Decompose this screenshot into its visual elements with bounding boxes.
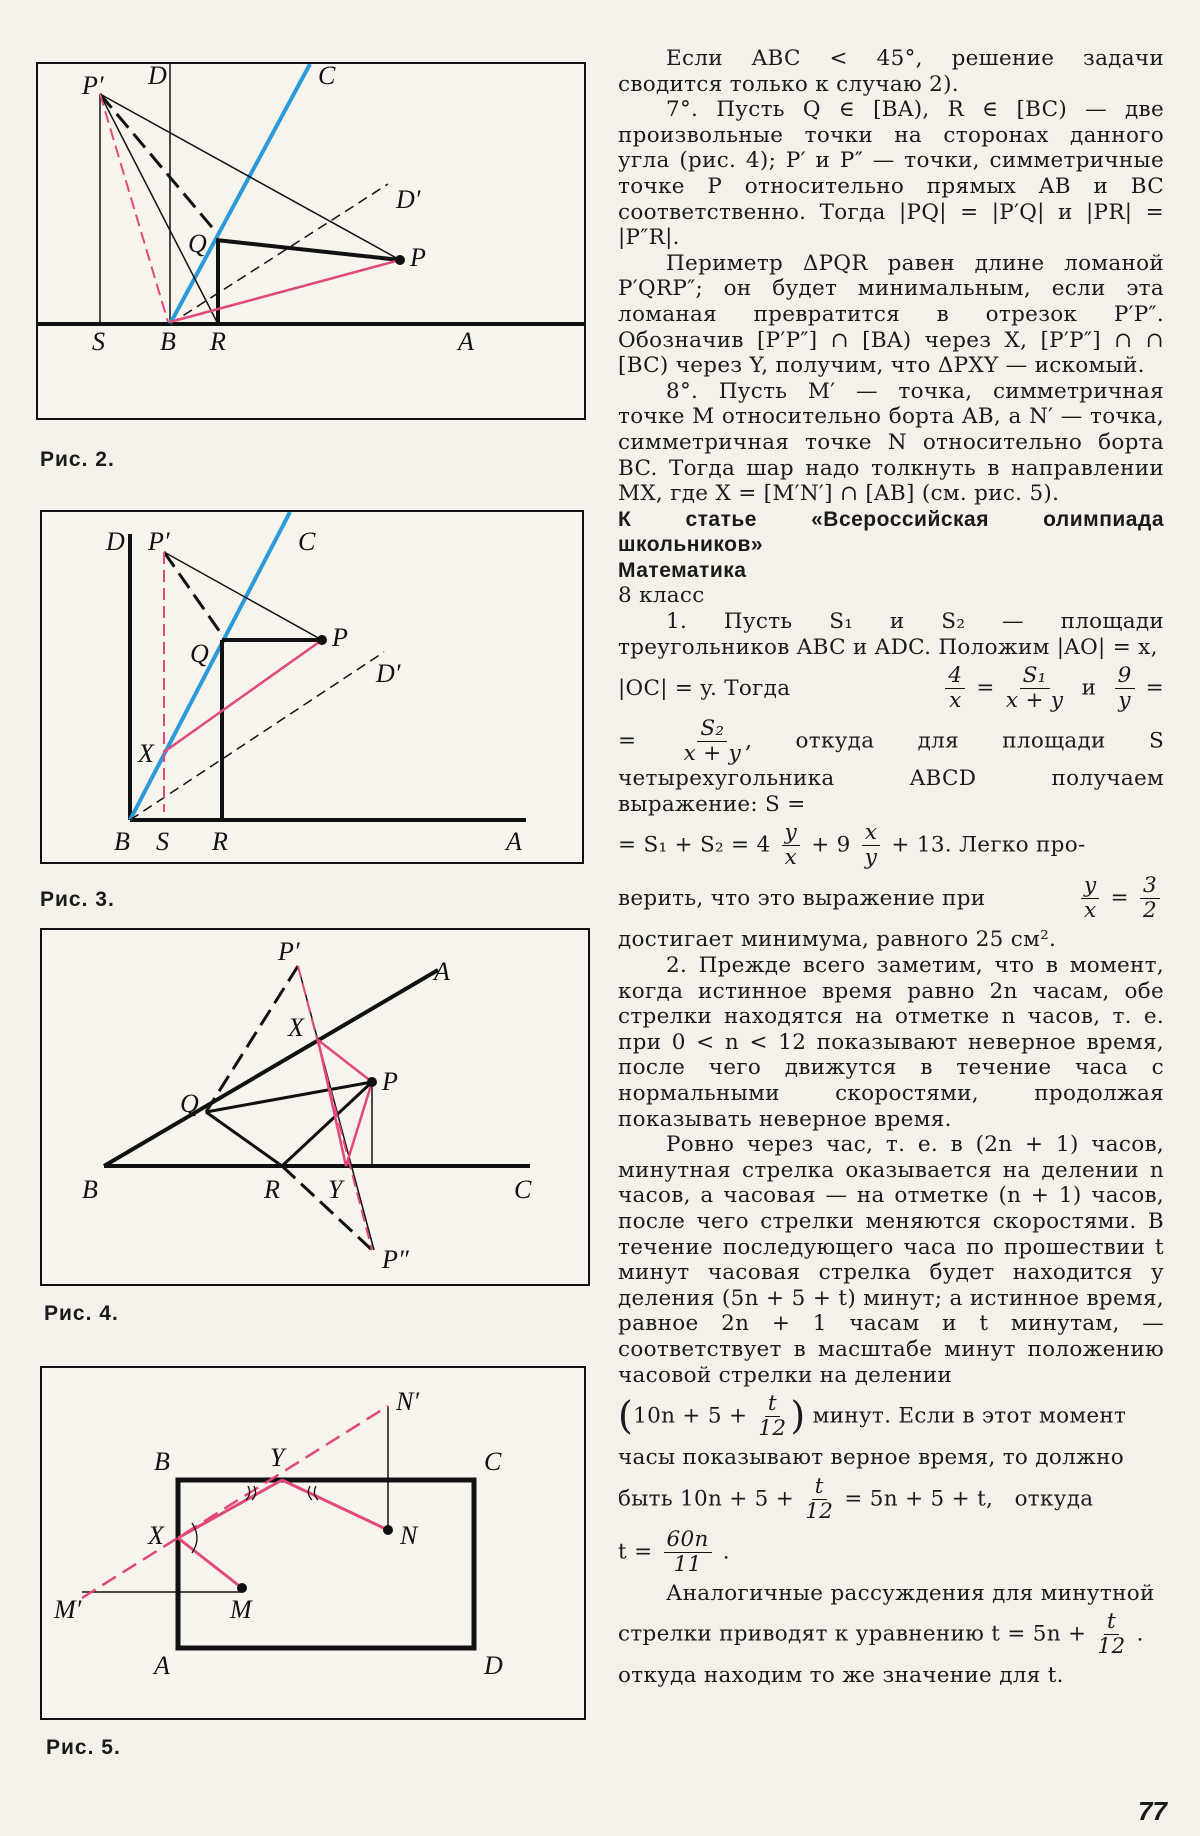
- label-X: X: [138, 739, 154, 768]
- grade-heading: 8 класс: [618, 583, 705, 609]
- paragraph-7: 7°. Пусть Q ∈ [BA), R ∈ [BC) — две произвольные точки на сторонах данного угла (рис. 4); P′ и P″ — точки, симметричные точке P относительно прямых AB и BC соответственно. Тогда |PQ| = |P′Q| и |PR| = |P″R|.: [618, 97, 1164, 251]
- label-D: D: [484, 1651, 503, 1680]
- fraction: $\frac{9}{y}$: [1115, 664, 1135, 713]
- paragraph-8: 8°. Пусть M′ — точка, симметричная точке M относительно борта AB, а N′ — точка, симметричная точке N относительно борта BC. Тогда шар надо толкнуть в направлении MX, где X = [M′N′] ∩ [AB] (см. рис. 5).: [618, 378, 1164, 507]
- label-P2: P″: [382, 1245, 409, 1274]
- figure-2-drawing: [38, 64, 584, 418]
- math-line-3: = S₁ + S₂ = 4 $\frac{y}{x}$ + 9 $\frac{x}{y}$ + 13. Легко про-: [618, 820, 1086, 871]
- label-P: P: [382, 1067, 398, 1096]
- label-A: A: [154, 1651, 170, 1680]
- label-N1: N′: [396, 1387, 420, 1416]
- fraction: $\frac{4}{x}$: [945, 664, 965, 713]
- fraction: $\frac{t}{12}$: [805, 1473, 834, 1524]
- math-line-6: быть 10n + 5 + $\frac{t}{12}$ = 5n + 5 + t, откуда: [618, 1473, 1094, 1524]
- label-N: N: [400, 1521, 418, 1550]
- math-line-7: t = $\frac{60n}{11}$ .: [618, 1526, 730, 1577]
- math-line-5: (10n + 5 + $\frac{t}{12}$ ) минут. Если в этот момент: [618, 1391, 1127, 1442]
- math-line-8: стрелки приводят к уравнению t = 5n + $\frac{t}{12}$ .: [618, 1609, 1144, 1660]
- problem-2-d: Аналогичные рассуждения для минутной: [666, 1580, 1155, 1606]
- label-B: B: [154, 1447, 170, 1476]
- label-S: S: [156, 827, 169, 856]
- label-Q: Q: [180, 1089, 199, 1118]
- fraction: $\frac{3}{2}$: [1140, 874, 1160, 923]
- label-P1: P′: [148, 527, 170, 556]
- label-X: X: [288, 1013, 304, 1042]
- label-M: M: [230, 1595, 252, 1624]
- label-P: P: [410, 243, 426, 272]
- label-B: B: [114, 827, 130, 856]
- label-D1: D′: [396, 185, 421, 214]
- fraction: $\frac{y}{x}$: [1081, 874, 1099, 923]
- label-D1: D′: [376, 659, 401, 688]
- figure-3: [40, 510, 584, 864]
- figure-3-drawing: [42, 512, 582, 862]
- caption-fig5: Рис. 5.: [46, 1736, 121, 1759]
- caption-fig4: Рис. 4.: [44, 1302, 119, 1325]
- fraction: $\frac{x}{y}$: [862, 821, 880, 870]
- label-P1: P′: [278, 937, 300, 966]
- paragraph-1: Если ABC < 45°, решение задачи сводится только к случаю 2).: [618, 46, 1164, 97]
- figure-4: [40, 928, 590, 1286]
- math-line-4: верить, что это выражение при $\frac{y}{x}$ = $\frac{3}{2}$: [618, 874, 1164, 923]
- label-Y: Y: [270, 1443, 285, 1472]
- section-heading: К статье «Всероссийская олимпиада школьников»: [618, 507, 1164, 557]
- label-B: B: [82, 1175, 98, 1204]
- problem-1-intro: 1. Пусть S₁ и S₂ — площади треугольников ABC и ADC. Положим |AO| = x,: [618, 609, 1164, 660]
- problem-2-a: 2. Прежде всего заметим, что в момент, когда истинное время равно 2n часам, обе стрелки находятся на отметке n часов, т. е. при 0 < n < 12 показывают неверное время, после чего движутся в течение часа с нормальными скоростями, продолжая показывать неверное время.: [618, 953, 1164, 1132]
- text-column: [618, 46, 1164, 1689]
- problem-1-result: достигает минимума, равного 25 см².: [618, 927, 1057, 953]
- label-P1: P′: [82, 71, 104, 100]
- fraction: $\frac{t}{12}$: [1097, 1609, 1126, 1660]
- fraction: $\frac{\text{S₂}}{x + y}$: [683, 716, 742, 767]
- label-X: X: [148, 1521, 164, 1550]
- label-Y: Y: [328, 1175, 343, 1204]
- caption-fig2: Рис. 2.: [40, 448, 115, 471]
- problem-2-c: часы показывают верное время, то должно: [618, 1445, 1124, 1471]
- label-B: B: [160, 327, 176, 356]
- figure-5-drawing: [42, 1368, 584, 1718]
- page-number: 77: [1138, 1796, 1167, 1826]
- label-Q: Q: [188, 229, 207, 258]
- label-A: A: [434, 957, 450, 986]
- label-C: C: [514, 1175, 532, 1204]
- label-A: A: [506, 827, 522, 856]
- label-C: C: [318, 64, 336, 90]
- fraction: $\frac{t}{12}$: [758, 1391, 787, 1442]
- label-R: R: [264, 1175, 280, 1204]
- label-D: D: [106, 527, 125, 556]
- label-M1: M′: [54, 1595, 82, 1624]
- math-line-2: = $\frac{\text{S₂}}{x + y}$ , откуда для площади S четырехугольника ABCD получаем выражение: S =: [618, 716, 1165, 817]
- figure-4-drawing: [42, 930, 588, 1284]
- fraction: $\frac{y}{x}$: [782, 821, 800, 870]
- label-R: R: [212, 827, 228, 856]
- paragraph-perimeter: Периметр ΔPQR равен длине ломаной P′QRP″; он будет минимальным, если эта ломаная превратится в отрезок P′P″. Обозначив [P′P″] ∩ [BA) через X, [P′P″] ∩ ∩ [BC) через Y, получим, что ΔPXY — искомый.: [618, 250, 1164, 379]
- label-R: R: [210, 327, 226, 356]
- fraction: $\frac{60n}{11}$: [664, 1528, 712, 1577]
- label-A: A: [458, 327, 474, 356]
- figure-2: [36, 62, 586, 420]
- subject-heading: Математика: [618, 558, 747, 582]
- problem-2-end: откуда находим то же значение для t.: [618, 1663, 1064, 1689]
- problem-2-b: Ровно через час, т. е. в (2n + 1) часов, минутная стрелка оказывается на делении n часов, а часовая — на отметке (n + 1) часов, после чего стрелки меняются скоростями. В течение последующего часа по прошествии t минут часовая стрелка будет находится у деления (5n + 5 + t) минут; а истинное время, равное 2n + 1 часам и t минутам, — соответствует в масштабе минут положению часовой стрелки на делении: [618, 1132, 1164, 1388]
- label-S: S: [92, 327, 105, 356]
- label-Q: Q: [190, 639, 209, 668]
- math-line-1: |OC| = y. Тогда $\frac{4}{x}$ = $\frac{\text{S₁}}{x + y}$ и $\frac{9}{y}$ =: [618, 663, 1164, 714]
- label-P: P: [332, 623, 348, 652]
- figure-5: [40, 1366, 586, 1720]
- caption-fig3: Рис. 3.: [40, 888, 115, 911]
- fraction: $\frac{\text{S₁}}{x + y}$: [1005, 663, 1064, 714]
- label-C: C: [298, 527, 316, 556]
- label-C: C: [484, 1447, 502, 1476]
- label-D: D: [148, 64, 167, 90]
